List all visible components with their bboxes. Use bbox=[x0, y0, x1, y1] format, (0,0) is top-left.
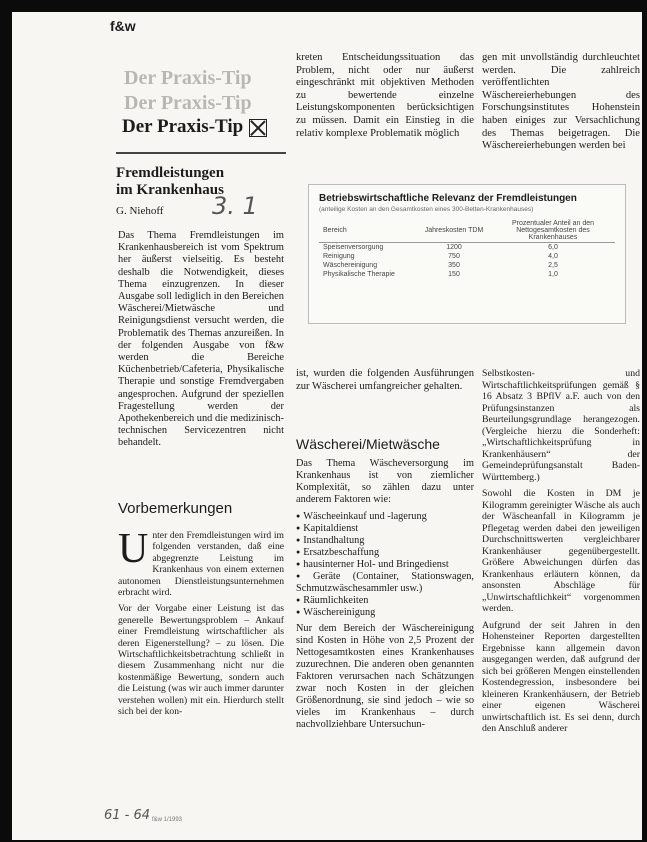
section2-text: Das Thema Wäscheversorgung im Krankenhaus ist von ziemlicher Komplexität, so zählen dazu unter anderem Faktoren wie: bbox=[296, 458, 474, 505]
section2-text-2: Nur dem Bereich der Wäschereinigung sind Kosten in Höhe von 2,5 Prozent der Nettogesamtkosten eines Krankenhauses zuzurechnen. Die anderen oben genannten Faktoren verursachen nach Schätzungen zwar noch Kosten in der gleichen Größenordnung, sie sind jedoch – wie so vieles im Krankenhaus – durch nachvollziehbare Untersuchun- bbox=[296, 623, 474, 730]
list-item: ● Ersatzbeschaffung bbox=[296, 547, 474, 559]
intro-paragraph bbox=[118, 230, 284, 455]
col3-top bbox=[482, 52, 640, 158]
col2-mid bbox=[296, 368, 474, 398]
tip-ghost-2: Der Praxis-Tip bbox=[124, 92, 252, 114]
list-item: ● hausinterner Hol- und Bringedienst bbox=[296, 559, 474, 571]
col3-text-2: Sowohl die Kosten in DM je Kilogramm gereinigter Wäsche als auch der Wäscheanfall in Kilogramm je Pflegetag werden dabei den jeweiligen Durchschnittswerten vergleichbarer Krankenhäuser gegenübergestellt. Größere Abweichungen dürfen das Krankenhaus erläutern können, da ansonsten Abschläge für „Unwirtschaftlichkeit“ vorgenommen werden. bbox=[482, 488, 640, 614]
table-row bbox=[319, 270, 615, 279]
check-box-icon bbox=[249, 119, 267, 137]
section1-body bbox=[118, 526, 284, 723]
article-title bbox=[116, 165, 224, 199]
handwritten-note: 3. 1 bbox=[212, 192, 258, 220]
author: G. Niehoff bbox=[116, 205, 164, 217]
table-cell: 750 bbox=[448, 253, 460, 260]
col2-top bbox=[296, 52, 474, 145]
table-cell: 1,0 bbox=[548, 271, 558, 278]
table-header: Bereich bbox=[323, 227, 347, 234]
list-item: ● Wäschereinigung bbox=[296, 607, 474, 619]
tip-title: Der Praxis-Tip bbox=[122, 116, 244, 137]
intro-text: Das Thema Fremdleistungen im Krankenhausbereich ist vom Spektrum her äußerst vielseitig. Es besteht deshalb die Notwendigkeit, dieses Thema einzugrenzen. In dieser Ausgabe soll lediglich in den Bereichen Wäscherei/Mietwäsche und Reinigungsdienst versucht werden, die Problematik des Themas anzureißen. In der folgenden Ausgabe von f&w werden die Bereiche Küchenbetrieb/Cafeteria, Physikalische Therapie und sonstige Fremdvergaben angesprochen. Aufgrund der speziellen Fragestellung werden der Apothekenbereich und die medizinisch-technischen Servicezentren nicht behandelt. bbox=[118, 230, 284, 449]
table-cell: 6,0 bbox=[548, 244, 558, 251]
col3-text-1: Selbstkosten- und Wirtschaftlichkeitsprüfungen gemäß § 16 Absatz 3 BPflV a.F. auch von den Prüfungsinstanzen als Beurteilungsgrundlage herangezogen. (Vergleiche hierzu die Sonderheft: „Wirtschaftlichkeitsprüfung in Krankenhäusern“ der Gemeindeprüfungsanstalt Baden-Württemberg.) bbox=[482, 368, 640, 483]
table-title: Betriebswirtschaftliche Relevanz der Fremdleistungen bbox=[319, 193, 577, 204]
journal-logo: f&w bbox=[110, 18, 136, 34]
table-row bbox=[319, 243, 615, 253]
list-item: ● Geräte (Container, Stationswagen, Schmutzwäschesammler usw.) bbox=[296, 571, 474, 595]
table-cell: 1200 bbox=[446, 244, 462, 251]
list-item: ● Räumlichkeiten bbox=[296, 595, 474, 607]
list-item: ● Instandhaltung bbox=[296, 535, 474, 547]
col3-text-3: Aufgrund der seit Jahren in den Hohensteiner Reporten dargestellten Ergebnisse kann allgemein davon ausgegangen werden, daß aufgrund der sich bei größeren Mengen einstellenden Kostendegression, insbesondere bei kleineren Krankenhäusern, der Betrieb einer eigenen Wäscherei unwirtschaftlich ist. Es sei denn, durch den Anschluß anderer bbox=[482, 619, 640, 734]
table-header: Jahreskosten TDM bbox=[424, 227, 484, 234]
scanned-page bbox=[12, 12, 642, 840]
table-cell: 150 bbox=[448, 271, 460, 278]
list-item: ● Kapitaldienst bbox=[296, 523, 474, 535]
article-title-line-1: Fremdleistungen bbox=[116, 165, 225, 181]
table-cell: 350 bbox=[448, 262, 460, 269]
section1-text-1: nter den Fremdleistungen wird im folgenden verstanden, daß eine abgegrenzte Leistung im Krankenhaus von einem externen autonomen Dienstleistungsunternehmen erbracht wird. bbox=[118, 530, 284, 599]
table-subtitle: (anteilige Kosten an den Gesamtkosten eines 300-Betten-Krankenhauses) bbox=[319, 206, 534, 213]
tip-ghost-1: Der Praxis-Tip bbox=[124, 67, 252, 89]
section2-heading: Wäscherei/Mietwäsche bbox=[296, 436, 440, 452]
table-row bbox=[319, 252, 615, 261]
drop-cap: U bbox=[118, 526, 149, 572]
section2-body bbox=[296, 458, 474, 736]
handwritten-page-numbers: 61 - 64 bbox=[104, 808, 151, 823]
col3-bottom bbox=[482, 368, 640, 740]
divider bbox=[116, 152, 286, 154]
factor-list bbox=[296, 511, 474, 619]
section1-heading: Vorbemerkungen bbox=[118, 500, 233, 517]
list-item: ● Wäscheeinkauf und -lagerung bbox=[296, 511, 474, 523]
table-cell: Wäschereinigung bbox=[323, 262, 378, 269]
table-cell: Speisenversorgung bbox=[323, 244, 384, 251]
relevance-table bbox=[319, 219, 615, 279]
table-cell: Reinigung bbox=[323, 253, 355, 260]
table-row bbox=[319, 261, 615, 270]
page-footer-source: f&w 1/1993 bbox=[152, 817, 183, 823]
table-header: Prozentualer Anteil an den Nettogesamtkosten des Krankenhauses bbox=[511, 220, 595, 241]
table-box bbox=[308, 184, 626, 324]
table-header-row bbox=[319, 219, 615, 243]
table-cell: Physikalische Therapie bbox=[323, 271, 395, 278]
section1-text-2: Vor der Vorgabe einer Leistung ist das generelle Bewertungsproblem – Ankauf einer Fremdleistung wirtschaftlicher als deren Eigenerstellung? – zu lösen. Die Wirtschaftlichkeitsbetrachtung schließt in diesem Zusammenhang nicht nur die kostenmäßige Bewertung, sondern auch die Leistung (was wir auch immer darunter verstehen wollen) mit ein. Hierdurch stellt sich bei der kon- bbox=[118, 603, 284, 718]
article-title-line-2: im Krankenhaus bbox=[116, 182, 224, 198]
tip-title-row bbox=[122, 116, 267, 138]
col3-top-text: gen mit unvollständig durchleuchtet werden. Die zahlreich veröffentlichten Wäschereierhebungen des Forschungsinstitutes Hohenstein haben einiges zur Versachlichung des Themas beigetragen. Die Wäschereierhebungen werden bei bbox=[482, 52, 640, 152]
table-cell: 2,5 bbox=[548, 262, 558, 269]
col2-mid-text: ist, wurden die folgenden Ausführungen zur Wäscherei umfangreicher gehalten. bbox=[296, 368, 474, 392]
table-cell: 4,0 bbox=[548, 253, 558, 260]
col2-top-text: kreten Entscheidungssituation das Problem, nicht oder nur äußerst eingeschränkt mit objektiven Methoden zu bewertende einzelne Leistungskomponenten berücksichtigen zu müssen. Damit ein Einstieg in die relativ komplexe Problematik möglich bbox=[296, 52, 474, 139]
